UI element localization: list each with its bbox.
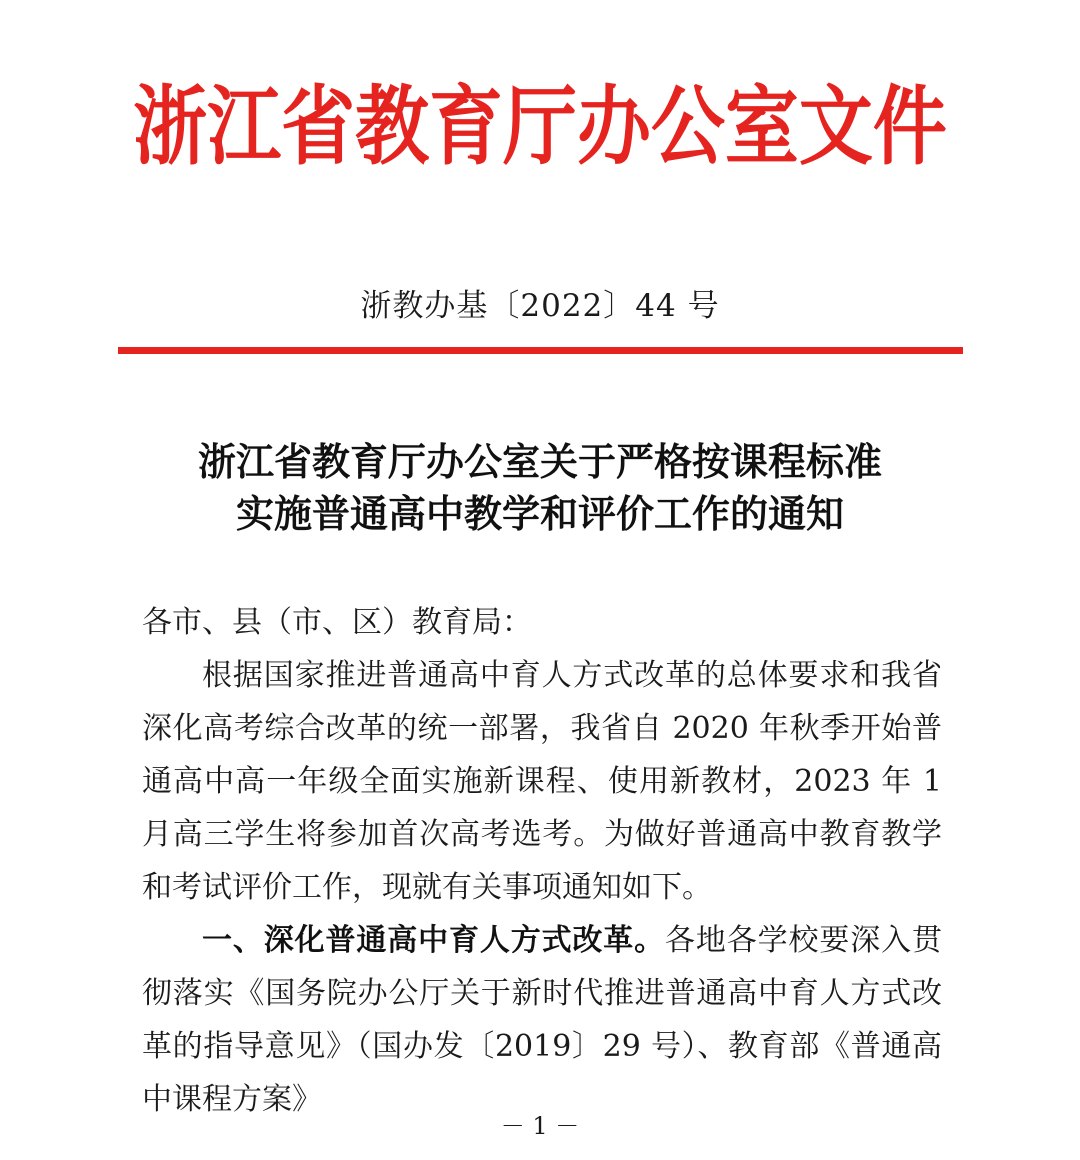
paragraph-intro: 根据国家推进普通高中育人方式改革的总体要求和我省深化高考综合改革的统一部署，我省自 2020 年秋季开始普通高中高一年级全面实施新课程、使用新教材，2023 年 1 月高三学生将参加首次高考选考。为做好普通高中教育教学和考试评价工作，现就有关事项通知如下。 bbox=[142, 658, 942, 905]
document-header-title: 浙江省教育厅办公室文件 bbox=[133, 76, 947, 177]
notice-title-line-2: 实施普通高中教学和评价工作的通知 bbox=[235, 491, 844, 536]
paragraph-section-1 bbox=[142, 914, 942, 1126]
document-body bbox=[142, 596, 942, 1126]
section-1-text: 各地各学校要深入贯彻落实《国务院办公厅关于新时代推进普通高中育人方式改革的指导意见》（国办发〔2019〕29 号）、教育部《普通高中课程方案》 bbox=[142, 923, 943, 1117]
page-number: － 1 － bbox=[500, 1112, 580, 1140]
notice-title-line-1: 浙江省教育厅办公室关于严格按课程标准 bbox=[197, 439, 882, 484]
red-separator-rule bbox=[118, 347, 963, 354]
notice-title bbox=[0, 436, 1080, 540]
section-1-heading: 一、深化普通高中育人方式改革。 bbox=[202, 923, 666, 958]
document-number: 浙教办基〔2022〕44 号 bbox=[360, 288, 720, 324]
salutation: 各市、县（市、区）教育局： bbox=[142, 605, 532, 640]
